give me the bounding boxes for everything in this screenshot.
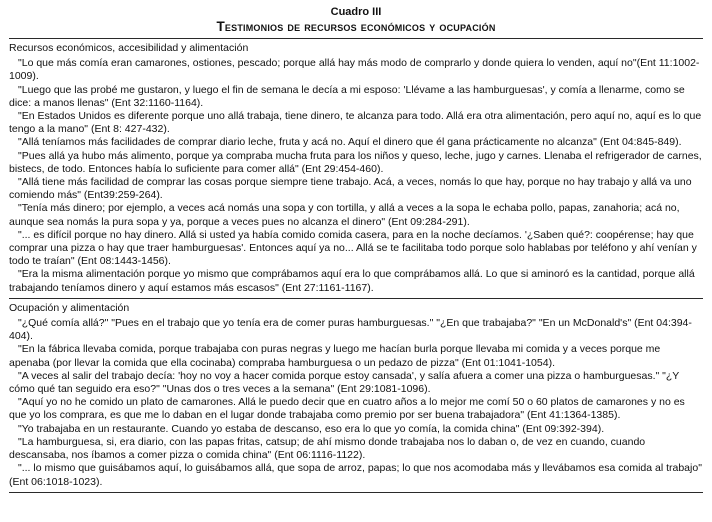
testimony-quote: "Pues allá ya hubo más alimento, porque ya compraba mucha fruta para los niños y queso, leche, jugo y carnes. Llenaba el refrigerador de carnes, bistecs, de todo. Entonces había lo suficiente para comer allá" (Ent 29:454-460). — [9, 149, 702, 175]
testimony-quote: "Aquí yo no he comido un plato de camarones. Allá le puedo decir que en cuatro años a lo mejor me comí 50 o 60 platos de camarones y no es que yo los comprara, es que me lo daban en el lugar donde trabajaba como premio por ser buena trabajadora" (Ent 41:1364-1385). — [9, 396, 685, 422]
testimony-quote: "Tenía más dinero; por ejemplo, a veces acá nomás una sopa y con tortilla, y allá a veces a la sopa le echaba pollo, papas, zanahoria; acá no, aunque sea nomás la pura sopa y ya, porque a veces pues no alcanza el dinero" (Ent 09:284-291). — [9, 202, 680, 228]
testimony-quote: "En Estados Unidos es diferente porque uno allá trabaja, tiene dinero, te alcanza para todo. Allá era otra alimentación, pero aquí no, aquí es lo que tengo a la mano" (Ent 8: 427-432). — [9, 110, 702, 136]
testimony-quote: "Era la misma alimentación porque yo mismo que comprábamos aquí era lo que comprábamos allá. Lo que si aminoró es la cantidad, porque allá trabajando teníamos dinero y aquí estamos más escasos" (Ent 27:1161-1167). — [9, 268, 695, 294]
testimony-quote: "... es difícil porque no hay dinero. Allá si usted ya había comido comida casera, para en la noche decíamos. '¿Saben qué?: coopérense; hay que comprar una pizza o hay que traer hamburguesas'. Entonces aquí ya no... Allá se te facilitaba todo porque solo hablabas por teléfono y ahí venían y todo te traían" (Ent 08:1443-1456). — [9, 228, 697, 268]
bottom-rule — [9, 492, 703, 493]
section-recursos-economicos — [9, 42, 703, 295]
testimony-quote: "¿Qué comía allá?" "Pues en el trabajo que yo tenía era de comer puras hamburguesas." "¿En que trabajaba?" "En un McDonald's" (Ent 04:394-404). — [9, 317, 692, 343]
top-rule — [9, 38, 703, 39]
testimony-quote: "Allá teníamos más facilidades de comprar diario leche, fruta y acá no. Aquí el dinero que él gana prácticamente no alcanza" (Ent 04:845-849). — [18, 136, 682, 149]
table-header — [9, 5, 703, 35]
section-divider-rule — [9, 298, 703, 299]
table-title: Testimonios de recursos económicos y ocupación — [216, 19, 496, 34]
section-heading: Ocupación y alimentación — [9, 301, 130, 314]
section-ocupacion — [9, 302, 703, 489]
testimony-quote: "Lo que más comía eran camarones, ostiones, pescado; porque allá hay más modo de comprarlo y donde quiera lo venden, aquí no"(Ent 11:1002-1009). — [9, 57, 700, 83]
table-number: Cuadro III — [330, 6, 382, 18]
testimony-quote: "Yo trabajaba en un restaurante. Cuando yo estaba de descanso, eso era lo que yo comía, la comida china" (Ent 09:392-394). — [18, 422, 605, 435]
testimony-quote: "En la fábrica llevaba comida, porque trabajaba con puras negras y luego me hacían burla porque llevaba mi comida y a veces porque me apenaba (por llevar la comida que ella cocinaba) compraba hamburguesa o un pedazo de pizza" (Ent 01:1041-1054). — [9, 343, 661, 369]
testimony-quote: "Allá tiene más facilidad de comprar las cosas porque siempre tiene trabajo. Acá, a veces, nomás lo que hay, porque no hay trabajo y allá va uno comiendo más" (Ent39:259-264). — [9, 176, 692, 202]
testimony-quote: "A veces al salir del trabajo decía: 'hoy no voy a hacer comida porque estoy cansada', y salía afuera a comer una pizza o hamburguesas." "¿Y cómo qué tan seguido era eso?" "Unas dos o tres veces a la semana" (Ent 29:1081-1096). — [9, 369, 680, 396]
testimony-quote: "La hamburguesa, si, era diario, con las papas fritas, catsup; de ahí mismo donde trabajaba nos lo daban o, de vez en cuando, cuando descansaba, nos íbamos a comer pizza o comida china" (Ent 06:1116-1122). — [9, 435, 646, 462]
section-heading: Recursos económicos, accesibilidad y alimentación — [9, 42, 249, 54]
testimony-quote: "Luego que las probé me gustaron, y luego el fin de semana le decía a mi esposo: 'Llévame a las hamburguesas', y comía a llenarme, como se dice: a manos llenas" (Ent 32:1160-1164). — [9, 83, 685, 109]
testimony-quote: "... lo mismo que guisábamos aquí, lo guisábamos allá, que sopa de arroz, papas; lo que nos acomodaba más y llevábamos esa comida al trabajo" (Ent 06:1018-1023). — [9, 462, 702, 488]
